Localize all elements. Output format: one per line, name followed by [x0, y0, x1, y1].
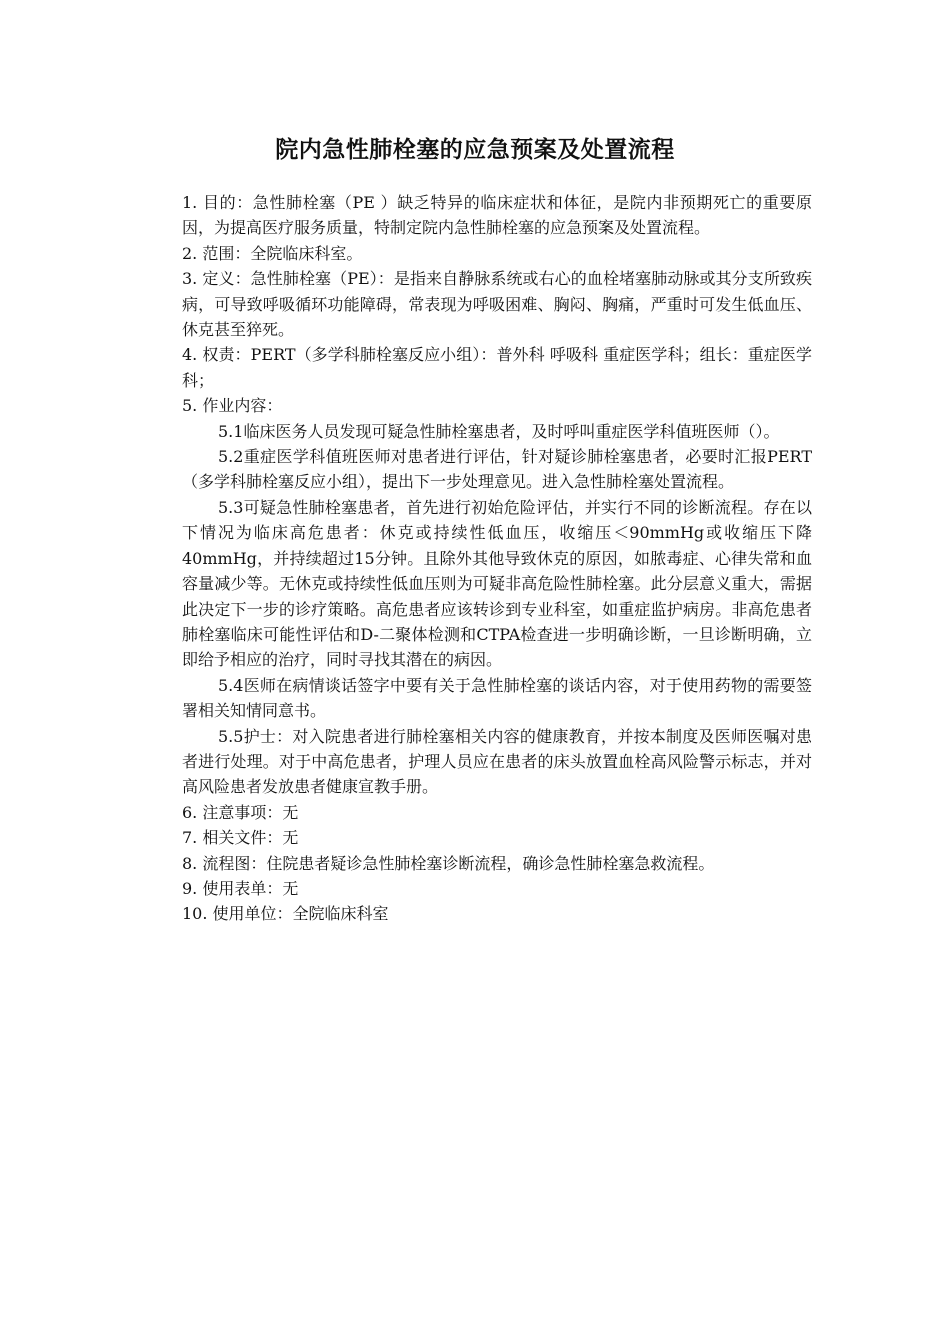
section-related-documents: 7. 相关文件：无: [182, 828, 299, 848]
section-definition: 3. 定义：急性肺栓塞（PE）：是指来自静脉系统或右心的血栓堵塞肺动脉或其分支所致疾病，可导致呼吸循环功能障碍，常表现为呼吸困难、胸闷、胸痛，严重时可发生低血压、休克甚至猝死。: [182, 269, 812, 340]
procedure-step-5-5: 5.5护士：对入院患者进行肺栓塞相关内容的健康教育，并按本制度及医师医嘱对患者进行处理。对于中高危患者，护理人员应在患者的床头放置血栓高风险警示标志，并对高风险患者发放患者健康宣教手册。: [182, 726, 812, 797]
procedure-step-5-3: 5.3可疑急性肺栓塞患者，首先进行初始危险评估，并实行不同的诊断流程。存在以下情况为临床高危患者：休克或持续性低血压，收缩压＜90mmHg或收缩压下降40mmHg，并持续超过15分钟。且除外其他导致休克的原因，如脓毒症、心律失常和血容量减少等。无休克或持续性低血压则为可疑非高危险性肺栓塞。此分层意义重大，需据此决定下一步的诊疗策略。高危患者应该转诊到专业科室，如重症监护病房。非高危患者肺栓塞临床可能性评估和D-二聚体检测和CTPA检查进一步明确诊断，一旦诊断明确，立即给予相应的治疗，同时寻找其潜在的病因。: [182, 497, 812, 670]
section-forms: 9. 使用表单：无: [182, 878, 299, 898]
section-purpose: 1. 目的：急性肺栓塞（PE ）缺乏特异的临床症状和体征，是院内非预期死亡的重要原因，为提高医疗服务质量，特制定院内急性肺栓塞的应急预案及处置流程。: [182, 193, 812, 238]
procedure-step-5-2: 5.2重症医学科值班医师对患者进行评估，针对疑诊肺栓塞患者，必要时汇报PERT（多学科肺栓塞反应小组），提出下一步处理意见。进入急性肺栓塞处置流程。: [182, 447, 812, 492]
procedure-step-5-4: 5.4医师在病情谈话签字中要有关于急性肺栓塞的谈话内容，对于使用药物的需要签署相关知情同意书。: [182, 675, 812, 721]
procedure-step-5-1: 5.1临床医务人员发现可疑急性肺栓塞患者，及时呼叫重症医学科值班医师（）。: [218, 421, 780, 441]
document-body: [182, 190, 812, 927]
section-departments: 10. 使用单位：全院临床科室: [182, 904, 389, 924]
section-scope: 2. 范围：全院临床科室。: [182, 243, 363, 263]
section-notes: 6. 注意事项：无: [182, 802, 299, 822]
section-responsibility: 4. 权责：PERT（多学科肺栓塞反应小组）：普外科 呼吸科 重症医学科；组长：重症医学科；: [182, 345, 812, 390]
section-flowchart: 8. 流程图：住院患者疑诊急性肺栓塞诊断流程，确诊急性肺栓塞急救流程。: [182, 853, 715, 873]
section-procedure: 5. 作业内容：: [182, 396, 283, 416]
document-title: 院内急性肺栓塞的应急预案及处置流程: [275, 136, 675, 164]
